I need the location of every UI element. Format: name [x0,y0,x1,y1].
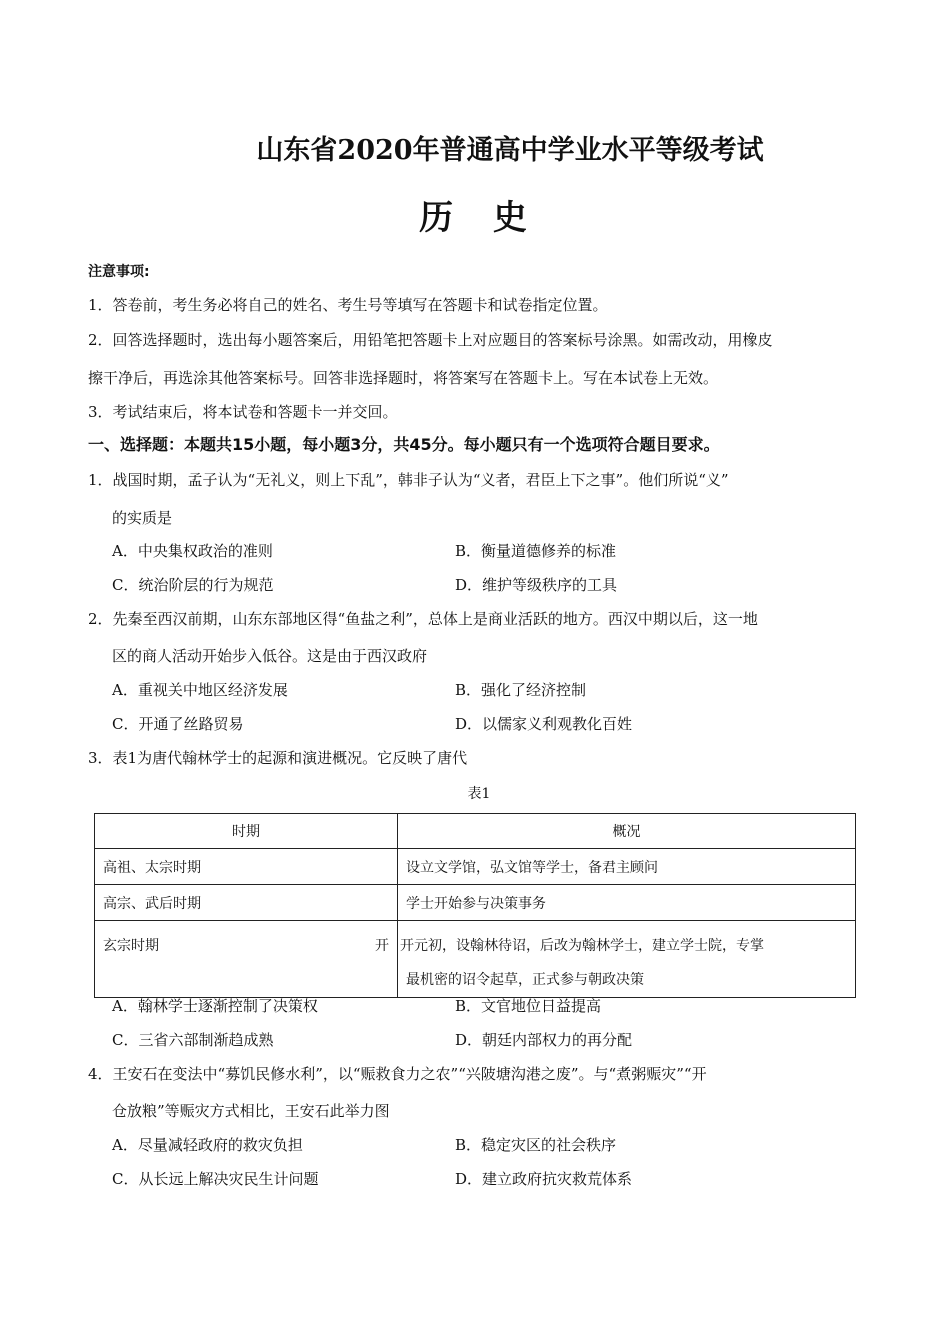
exam-title: 山东省2020年普通高中学业水平等级考试 [256,135,764,166]
question-3-option-a: A．翰林学士逐渐控制了决策权 [112,997,318,1015]
table-cell-overview: 设立文学馆，弘文馆等学士，备君主顾问 [398,849,856,885]
table-row [95,885,856,921]
note-item: 擦干净后，再选涂其他答案标号。回答非选择题时，将答案写在答题卡上。写在本试卷上无效。 [88,369,719,387]
table-cell-period [95,921,398,998]
table-cell-overview-line: 开元初，设翰林待诏，后改为翰林学士，建立学士院，专掌 [400,938,764,954]
question-2-option-c: C．开通了丝路贸易 [112,715,244,733]
question-3-option-b: B．文官地位日益提高 [455,997,602,1015]
table-header-row [95,814,856,849]
question-3-option-d: D．朝廷内部权力的再分配 [455,1031,633,1049]
question-4-option-c: C．从长远上解决灾民生计问题 [112,1170,319,1188]
question-4-option-a: A．尽量减轻政府的救灾负担 [112,1136,303,1154]
question-2-option-a: A．重视关中地区经济发展 [112,681,288,699]
question-4-stem-cont: 仓放粮”等赈灾方式相比，王安石此举力图 [112,1102,390,1120]
question-2-option-d: D．以儒家义利观教化百姓 [455,715,633,733]
question-1-stem: 1．战国时期，孟子认为“无礼义，则上下乱”，韩非子认为“义者，君臣上下之事”。他们所说“义” [88,471,729,489]
question-2-option-b: B．强化了经济控制 [455,681,587,699]
question-2-stem-cont: 区的商人活动开始步入低谷。这是由于西汉政府 [112,647,428,665]
table-cell-overview [398,921,856,998]
subject-title: 历 史 [419,198,541,238]
question-4-option-b: B．稳定灾区的社会秩序 [455,1136,617,1154]
table-caption: 表1 [467,786,491,802]
table-header-overview: 概况 [398,814,856,849]
question-1-option-c: C．统治阶层的行为规范 [112,576,274,594]
question-2-stem: 2．先秦至西汉前期，山东东部地区得“鱼盐之利”，总体上是商业活跃的地方。西汉中期以后，这一地 [88,610,758,628]
question-4-stem: 4．王安石在变法中“募饥民修水利”，以“赈救食力之农”“兴陂塘沟港之废”。与“煮粥赈灾”“开 [88,1065,707,1083]
table-cell-period: 高宗、武后时期 [95,885,398,921]
table-1 [94,813,856,998]
table-cell-overview-line: 最机密的诏令起草，正式参与朝政决策 [406,972,644,988]
table-cell-period-text: 玄宗时期 [103,938,159,954]
note-item: 1．答卷前，考生务必将自己的姓名、考生号等填写在答题卡和试卷指定位置。 [88,296,608,314]
question-1-option-d: D．维护等级秩序的工具 [455,576,618,594]
question-1-option-b: B．衡量道德修养的标准 [455,542,617,560]
question-4-option-d: D．建立政府抗灾救荒体系 [455,1170,633,1188]
question-3-stem: 3．表1为唐代翰林学士的起源和演进概况。它反映了唐代 [88,749,468,767]
table-cell-overview: 学士开始参与决策事务 [398,885,856,921]
notes-heading: 注意事项: [88,264,150,280]
section-heading: 一、选择题：本题共15小题，每小题3分，共45分。每小题只有一个选项符合题目要求。 [88,435,720,454]
table-cell-overflow-char: 开 [375,938,389,954]
question-1-option-a: A．中央集权政治的准则 [112,542,273,560]
note-item: 3．考试结束后，将本试卷和答题卡一并交回。 [88,403,398,421]
table-header-period: 时期 [95,814,398,849]
question-1-stem-cont: 的实质是 [112,509,173,527]
table-row [95,849,856,885]
table-row [95,921,856,998]
note-item: 2．回答选择题时，选出每小题答案后，用铅笔把答题卡上对应题目的答案标号涂黑。如需改动，用橡皮 [88,331,773,349]
question-3-option-c: C．三省六部制渐趋成熟 [112,1031,274,1049]
table-cell-period: 高祖、太宗时期 [95,849,398,885]
